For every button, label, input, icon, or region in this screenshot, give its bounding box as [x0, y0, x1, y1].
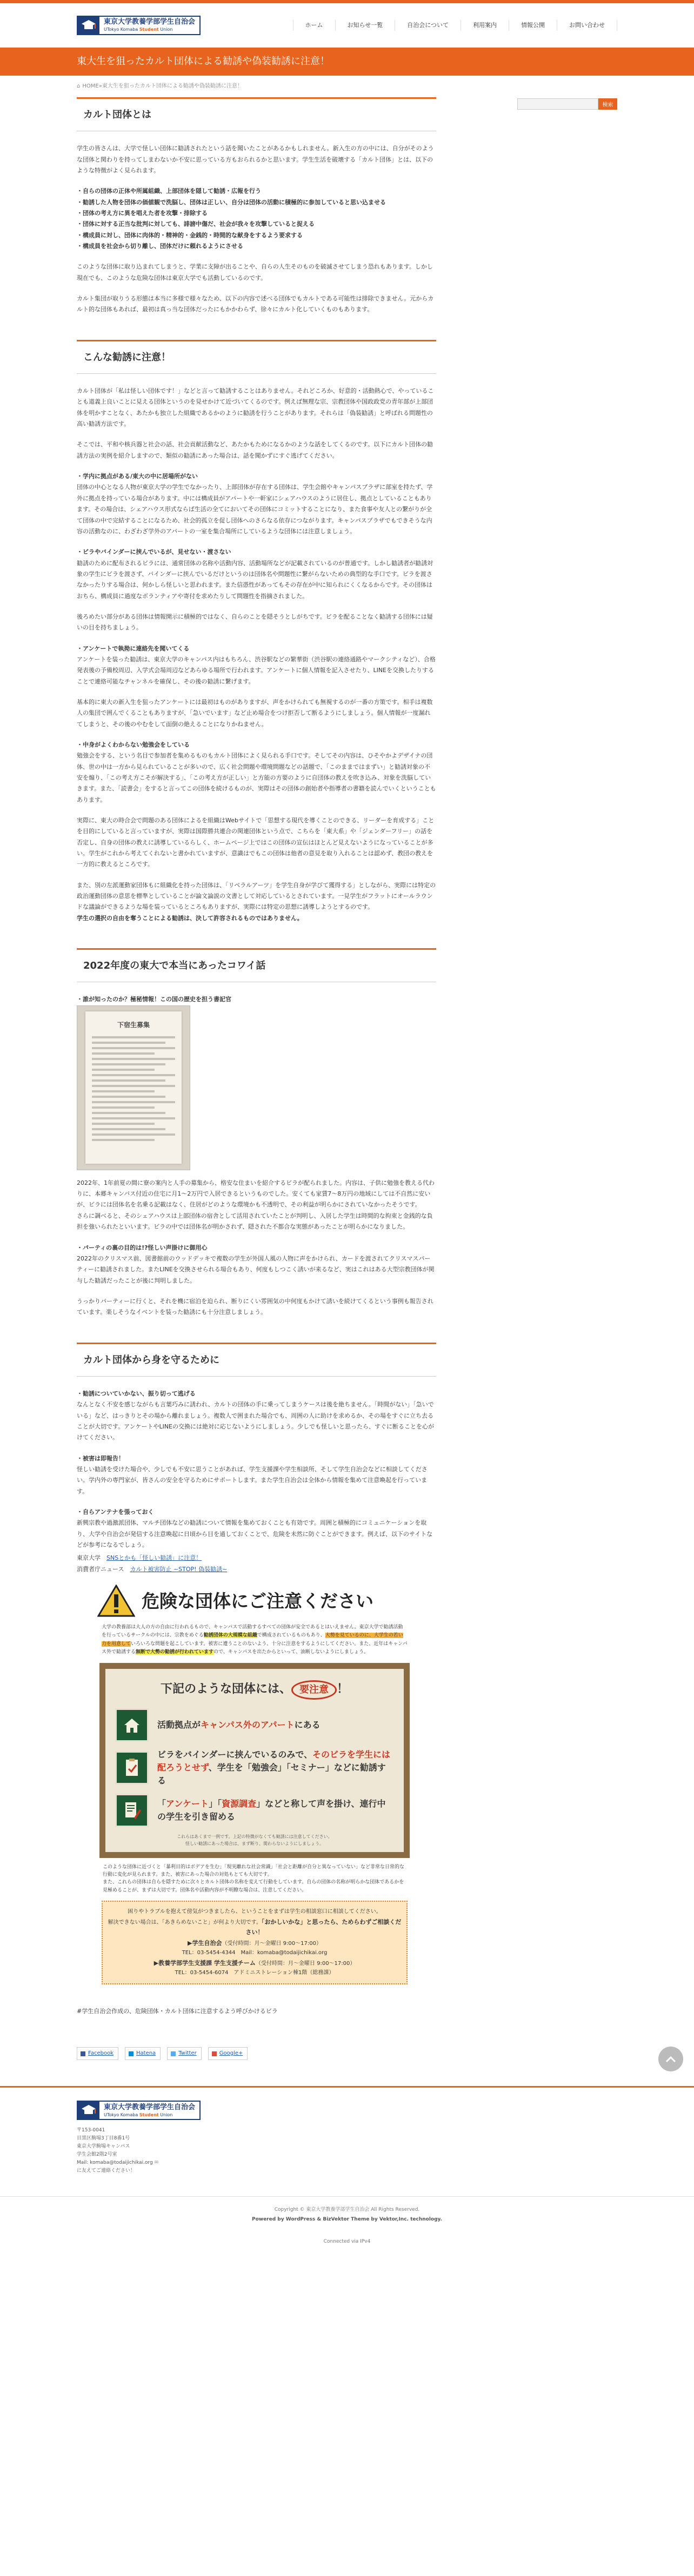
section-title-stories: 2022年度の東大で本当にあったコワイ話: [77, 948, 436, 982]
paragraph: 2022年、1年前夏の間に寮の案内と人手の募集から、格安な住まいを紹介するビラが配られました。内容は、子供に勉強を教える代わりに、本郷キャンパス付近の住宅に月1～2万円で入居できるというものでした。安くても家賃7～8万円の地域にしては不自然に安いが、ビラには団体名を名乗る記載はなく、住居がどのような環境かも不透明で、その利益が明らかにされていなかったそうです。: [77, 1179, 435, 1209]
cult-features-list: [77, 186, 436, 252]
paragraph: うっかりパーティーに行くと、それを機に宿泊を迫られ、断りにくい雰囲気の中何度もかけて誘いを続けてくるという事例も報告されています。楽しそうなイベントを装った勧誘にも十分注意しましょう。: [77, 1297, 433, 1316]
page-title-bar: [0, 48, 694, 76]
section-title-protect: カルト団体から身を守るために: [77, 1343, 436, 1377]
paragraph: 後ろめたい部分がある団体は情報開示に積極的ではなく、自らのことを隠そうとしがちです。ビラを配ることなく勧誘する団体には疑いの目を持ちましょう。: [77, 613, 433, 632]
subheading: ・自らアンテナを張っておく: [77, 1508, 154, 1515]
nav-about[interactable]: 自治会について: [395, 20, 461, 31]
subheading: ・パーティの裏の目的は!?怪しい声掛けに御用心: [77, 1244, 208, 1251]
paragraph: 新興宗教や過激派団体、マルチ団体などの勧誘について情報を集めておくことも有効です。周囲と積極的にコミュニケーションを取り、大学や自治会が発信する注意喚起に日頃から目を通しておくことで、危険を未然に防ぐことができます。例えば、以下のサイトなどが参考になるでしょう。: [77, 1519, 433, 1548]
poster-board: [99, 1663, 410, 1857]
breadcrumb: ⌂ HOME » 東大生を狙ったカルト団体による勧誘や偽装勧誘に注意！: [77, 76, 617, 97]
image-caption: #学生自治会作成の、危険団体・カルト団体に注意するよう呼びかけるビラ: [77, 2007, 278, 2015]
paragraph: 怪しい勧誘を受けた場合や、少しでも不安に思うことがあれば、学生支援課や学生相談所、そして学生自治会などに相談してください。学内外の専門家が、皆さんの安全を守るためにサポートします。また学生自治会は全体から情報を集めて注意喚起を行っています。: [77, 1465, 428, 1495]
home-icon: ⌂: [77, 83, 81, 89]
twitter-icon: [171, 2051, 176, 2056]
paragraph: 実際に、東大の時合会で問題のある団体によるを組織はWebサイトで「思想する現代を導くことのできる、リーダーを育成する」ことを目的にしていると言っていますが、実際は国際勝共連合の関連団体という点で、こちらを「東大系」や「ジェンダーフリー」の話を否定し、自身の団体の教えに誘導しているらしく、ホームページ上ではこの団体の宣伝はほとんど見えないようになっていることが多い。学生がこれから考えてくれないと書かれていますが、意識はでもこの団体は他者の意見を取り入れることは認めず、教団の教えを一方的に教えるところです。: [77, 817, 435, 868]
paragraph: 勉強会をする、という名目で参加者を集めるものもカルト団体によく見られる手口です。そしてその内容は、ひそやかよデザイナの団体、世の中は一方から見られていることが多いので、広く社会問題や環境問題などの話題で、「このままではまずい」と勧誘対象の不安を煽り、「この考え方こそが解決する」、「この考え方が正しい」と方能の方要のように自団体の教えを吹き込み、対象を洗脳していきます。また、「読書会」をすると言ってこの団体を続けるものが、実際はその団体の創始者や指導者の書籍を読んでいくということもあります。: [77, 752, 436, 803]
share-facebook[interactable]: Facebook: [77, 2047, 118, 2061]
poster-title: 危険な団体にご注意ください: [142, 1590, 373, 1612]
footer-logo[interactable]: 東京大学教養学部学生自治会 UTokyo Komaba Student Union: [77, 2101, 201, 2120]
nav-disclosure[interactable]: 情報公開: [509, 20, 557, 31]
nav-guide[interactable]: 利用案内: [461, 20, 509, 31]
paragraph: なんとなく不安を感じながらも言葉巧みに誘われ、カルトの団体の手に乗ってしまうケースは後を絶ちません。「時間がない」「急いでいる」など、はっきりとその場から離れましょう。複数人で囲まれた場合でも、周囲の人に助けを求めるか、その場をすぐに立ち去ることが大切です。アンケートやLINEの交換には絶対に応じないようにしましょう。少しでも怪しいと思ったら、すぐに断ることを心がけてください。: [77, 1401, 435, 1441]
paragraph: アンケートを装った勧誘は、東京大学のキャンパス内はもちろん、渋谷駅などの繁華街（渋谷駅の連絡通路やマークシティなど）、合格発表後の予備校周辺、入学式会場周辺などあらゆる場所で行われます。アンケートに個人情報を記入させたり、LINEを交換したりすることで連絡可能なチャンネルを確保し、その後の勧誘に繋げます。: [77, 655, 436, 685]
poster-contact-box: 困りやトラブルを抱えて傍気がつきましたら、ということをまずは学生の相談窓口に相談してください。 解決できない場合は、「あきらめないこと」が何より大切です。「おかしいかな」と思ったら、ためらわずご相談ください！ ▶学生自治会（受付時間：月～金曜日 9:00～17:00） TEL：03-5454-4344 Mail：komaba@todaijichikai.org ▶教養学部学生支援課 学生支援チーム（受付時間：月～金曜日 9:00～17:00） TEL：03-5454-6074 アドミニストレーション棟1階（総務課）: [102, 1901, 408, 1984]
flyer-photo: [77, 1005, 190, 1170]
paragraph-emphasis: 学生の選択の自由を奪うことによる勧誘は、決して許容されるものではありません。: [77, 914, 303, 922]
warning-poster: [96, 1581, 413, 1984]
board-note: これらはあくまで一例です。上記の特徴がなくても勧誘には注意してください。 怪しい勧誘にあった場合は、まず断り、関わらないようにしましょう。: [177, 1834, 332, 1846]
connection-info: Connected via IPv4: [323, 2238, 371, 2244]
share-hatena[interactable]: Hatena: [125, 2047, 161, 2061]
logo-title: 東京大学教養学部学生自治会: [104, 18, 196, 26]
warning-icon: [97, 1585, 135, 1617]
site-header: [0, 3, 694, 48]
logo-emblem-icon: [78, 17, 99, 34]
logo-subtitle: UTokyo Komaba Student Union: [104, 27, 173, 32]
link-utokyo[interactable]: SNSとかも「怪しい勧誘」に注意！: [106, 1554, 202, 1562]
page-title: 東大生を狙ったカルト団体による勧誘や偽装勧誘に注意！: [77, 56, 330, 68]
section-title-cult: カルト団体とは: [77, 97, 436, 131]
subheading: ・誰が知ったのか？極秘情報！この国の歴史を担う書記官: [77, 996, 231, 1003]
global-nav: [293, 20, 617, 31]
paragraph: そこでは、平和や核兵器と社会の話、社会貢献活動など、あたかもためになるかのような話をしてくるのです。以下にカルト団体の勧誘方法の実例を紹介しますので、類似の勧誘にあった場合は、話を聞かずにすぐ逃げてください。: [77, 441, 433, 459]
poster-item: ビラをバインダーに挟んでいるのみで、そのビラを学生には配ろうとせず、学生を「勉強会」「セミナー」などに勧誘する: [115, 1748, 394, 1787]
search-button[interactable]: 検索: [598, 98, 617, 110]
reference-links: 東京大学 SNSとかも「怪しい勧誘」に注意！ 消費者庁ニュース カルト被害防止 ~STOP! 偽装勧誘~: [77, 1554, 228, 1573]
search-form: [517, 98, 617, 110]
breadcrumb-home[interactable]: HOME: [82, 83, 99, 89]
paragraph: 団体の中心となる人物が東京大学の学生でなかったり、上部団体が存在する団体は、学生会館やキャンパスプラザに部室を持たず、学外に拠点を持っている場合があります。中には構成員がアパートや一軒家にシェアハウスのように居住し、拠点としていることもあります。その場合は、シェアハウス形式ならば生活の全てにおいてその団体にコミットすることになり、また食事や友人との繋がりが全て団体の中で完結することになるため、社会的孤立を促し団体へのさらなる依存につながります。キャンパスプラザでもできそうな内容の活動なのに、わざわざ学外のアパートの一室を集合場所にしているような団体には注意しましょう。: [77, 484, 433, 535]
mail-icon: ✉: [154, 2159, 159, 2165]
section-title-warning: こんな勧誘に注意！: [77, 340, 436, 374]
list-item: ・勧誘した人物を団体の価値観で洗脳し、団体は正しい、自分は団体の活動に積極的に参加していると思い込ませる: [77, 198, 386, 206]
list-item: ・自らの団体の正体や所属組織、上部団体を隠して勧誘・広報を行う: [77, 187, 261, 195]
list-item: ・団体の考え方に異を唱えた者を攻撃・排除する: [77, 210, 208, 217]
subheading: ・ビラやバインダーに挟んでいるが、見せない・渡さない: [77, 548, 231, 556]
poster-intro: 大学の教養部は大人の方の自由に行われるもので、キャンパスで活動するすべての団体が安全であるとはいえません。東京大学で勧誘活動を行っているサークルの中には、宗教をめぐる勧誘団体の大規模な組織で構成されているものもあり、大勢を見ているのに、大学生の若い力を用意していろいろな問題を起こしています。被害に遭うことのないよう、十分に注意をするようにしてください。また、近年はキャンパス外で勧誘する無断で大勢の勧誘が行われていますので、キャンパスを出たからといって、油断しないようにしましょう。: [102, 1625, 408, 1655]
share-buttons: [77, 2047, 436, 2061]
caution-stamp: 要注意: [291, 1680, 337, 1700]
paragraph: また、別の左派運動家団体もに組織化を持った団体は、「リベラルアーツ」を学生自身が学びて獲得する」としながら、実際には特定の政治運動団体の意思を標準としていることが論文論説の文書として対応しているとされています。一見学生がフラットにオールラウンドな議論ができるような場を装っているところもありますが、実際には特定の思想に誘導しようとするのです。: [77, 881, 436, 911]
footer-address: 〒153-0041 目黒区駒場3丁目8番1号 東京大学駒場キャンパス 学生会館2階2号室 Mail: komaba@todaijichikai.org ✉ に友えてご連絡ください！: [77, 2128, 159, 2174]
subheading: ・学内に拠点がある/東大の中に居場所がない: [77, 473, 198, 480]
board-heading: 下記のような団体には、 要注意 ！: [115, 1674, 394, 1708]
list-item: ・構成員に対し、団体に肉体的・精神的・金銭的・時間的な献身をするよう要求する: [77, 231, 303, 239]
hatena-icon: [129, 2051, 134, 2056]
search-input[interactable]: [517, 98, 598, 110]
logo-emblem-icon: [78, 2102, 99, 2119]
nav-contact[interactable]: お問い合わせ: [557, 20, 617, 31]
copyright: Copyright © 東京大学教養学部学生自治会 All Rights Reserved. Powered by WordPress & BizVektor Theme by Vektor,Inc. technology.: [0, 2196, 694, 2226]
main-content: [77, 97, 436, 2073]
facebook-icon: [81, 2051, 85, 2056]
paragraph: 勧誘のために配布されるビラには、通常団体の名称や活動内容、活動場所などが記載されているのが普通です。しかし勧誘者が勧誘対象の学生にビラを渡さず、バインダーに挟んでいるだけというのは団体名や問題性に繋がらないための典型的な手口です。ビラを渡さなかったりする場合は、何かしら怪しいと思われます。また信憑性があってもその存在が中に知られにくくなるからです。その団体はおちら、構成員に過度なボランティアや寄付を求めたりして問題性を指摘されました。: [77, 559, 433, 600]
paragraph: 基本的に東大の新入生を狙ったアンケートには最初はものがありますが、声をかけられても無視するのが一番の方策です。相手は複数人の集団で囲んでくることもありますが、「急いでいます」など止め場合をつけ拒否して断るようにしましょう。個人情報が一度漏れてしまうと、その後のやむをして面倒の絶えることになりかねません。: [77, 698, 433, 728]
paragraph: このような団体に取り込まれてしまうと、学業に支障が出ることや、自らの人生そのものを破滅させてしまう恐れもあります。しかし現在でも、このような危険な団体は東京大学でも活動しているのです。: [77, 263, 433, 281]
list-item: ・構成員を社会から切り離し、団体だけに頼れるようにさせる: [77, 243, 243, 250]
subheading: ・勧誘についていかない、振り切って逃げる: [77, 1390, 196, 1397]
contact-union: TEL：03-5454-4344 Mail：komaba@todaijichikai.org: [182, 1950, 328, 1956]
binder-icon: [115, 1751, 149, 1785]
paragraph: カルト集団が取りうる形態は本当に多様で様々なため、以下の内容で述べる団体でもカルトである可能性は排除できません。元からカルト的な団体もあれば、最初は真っ当な団体だったにもかかわらず、徐々にカルト化していくものもあります。: [77, 295, 434, 313]
link-caa[interactable]: カルト被害防止 ~STOP! 偽装勧誘~: [130, 1565, 228, 1573]
list-item: ・団体に対する正当な批判に対しても、誹謗中傷だ、社会が我々を攻撃していると捉える: [77, 220, 315, 228]
chevron-up-icon: [665, 2055, 676, 2063]
flyer-title: 下宿生募集: [117, 1021, 150, 1029]
paragraph: さらに調べると、そのシェアハウスは上部団体の宿舎として活用されていたことが判明し、入居した学生は時間的な拘束と金銭的な負担を強いられたといいます。ビラの中では団体名が明かされず、隠された不都合な実態があったことが明らかになりました。: [77, 1212, 433, 1231]
google-plus-icon: [212, 2051, 217, 2056]
sidebar: [517, 97, 617, 2073]
paragraph: 学生の皆さんは、大学で怪しい団体に勧誘されたという話を聞いたことがあるかもしれません。新入生の方の中には、自分がそのような団体と関わりを持ってしまわないか不安に思っている方もおられるかと思います。学生生活を破壊する「カルト団体」とは、以下のような特徴がよく見られます。: [77, 145, 434, 174]
subheading: ・被害は即報告！: [77, 1454, 124, 1462]
paragraph: カルト団体が「私は怪しい団体です！」などと言って勧誘することはありません。それどころか、好意的・活動熱心で、やっていることも道義上良いことに見える団体というのを見せかけて近づいてくるのです。例えば無理な宗、宗教団体や国政政党の青年部が上部団体を明かすことなく、あたかも独立した組織であるかのように勧誘を行うことがあります。それらは「偽装勧誘」と呼ばれる問題性の高い勧誘方法です。: [77, 387, 434, 428]
nav-news[interactable]: お知らせ一覧: [335, 20, 395, 31]
poster-item: 活動拠点がキャンパス外のアパートにある: [115, 1708, 394, 1742]
site-footer: [0, 2086, 694, 2253]
site-logo[interactable]: [77, 16, 201, 35]
share-twitter[interactable]: Twitter: [167, 2047, 202, 2061]
poster-item: 「アンケート」「資源調査」などと称して声を掛け、連行中の学生を引き留める: [115, 1794, 394, 1827]
back-to-top-button[interactable]: [658, 2047, 683, 2071]
contact-support: TEL：03-5454-6074 アドミニストレーション棟1階（総務課）: [175, 1970, 335, 1976]
breadcrumb-current: 東大生を狙ったカルト団体による勧誘や偽装勧誘に注意！: [102, 83, 243, 89]
poster-footnote: このような団体に近づくと「暴利目的はボデアを生む」「現実離れな社会常識」「社会と距離が自分と異なっていない」など非常な日常的な行動に変化が見られます。また、被害にあった場合の対処もとても大切です。 また、これらの団体は自らを隠すために次々とカルト団体の名称を変えて行動をしています。自らの団体の名称が明らかな団体であるかを見極めることが、まずは大切です。団体名や活動内容が不明瞭な場合は、注意してください。: [103, 1864, 405, 1893]
paragraph: 2022年のクリスマス前、図書館前のウッドデッキで複数の学生が外国人風の人物に声をかけられ、カードを渡されてクリスマスパーティーに勧誘されました。またLINEを交換させられる場合もあり、何度もしつこく誘いが来るなど、実はこれはある大型宗教団体が関与した勧誘だったことが後に判明しました。: [77, 1255, 435, 1284]
questionnaire-icon: [115, 1794, 149, 1827]
nav-home[interactable]: ホーム: [293, 20, 335, 31]
apartment-icon: [115, 1708, 149, 1742]
share-google[interactable]: Google+: [208, 2047, 248, 2061]
subheading: ・中身がよくわからない勉強会をしている: [77, 741, 190, 748]
subheading: ・アンケートで執拗に連絡先を聞いてくる: [77, 645, 190, 652]
